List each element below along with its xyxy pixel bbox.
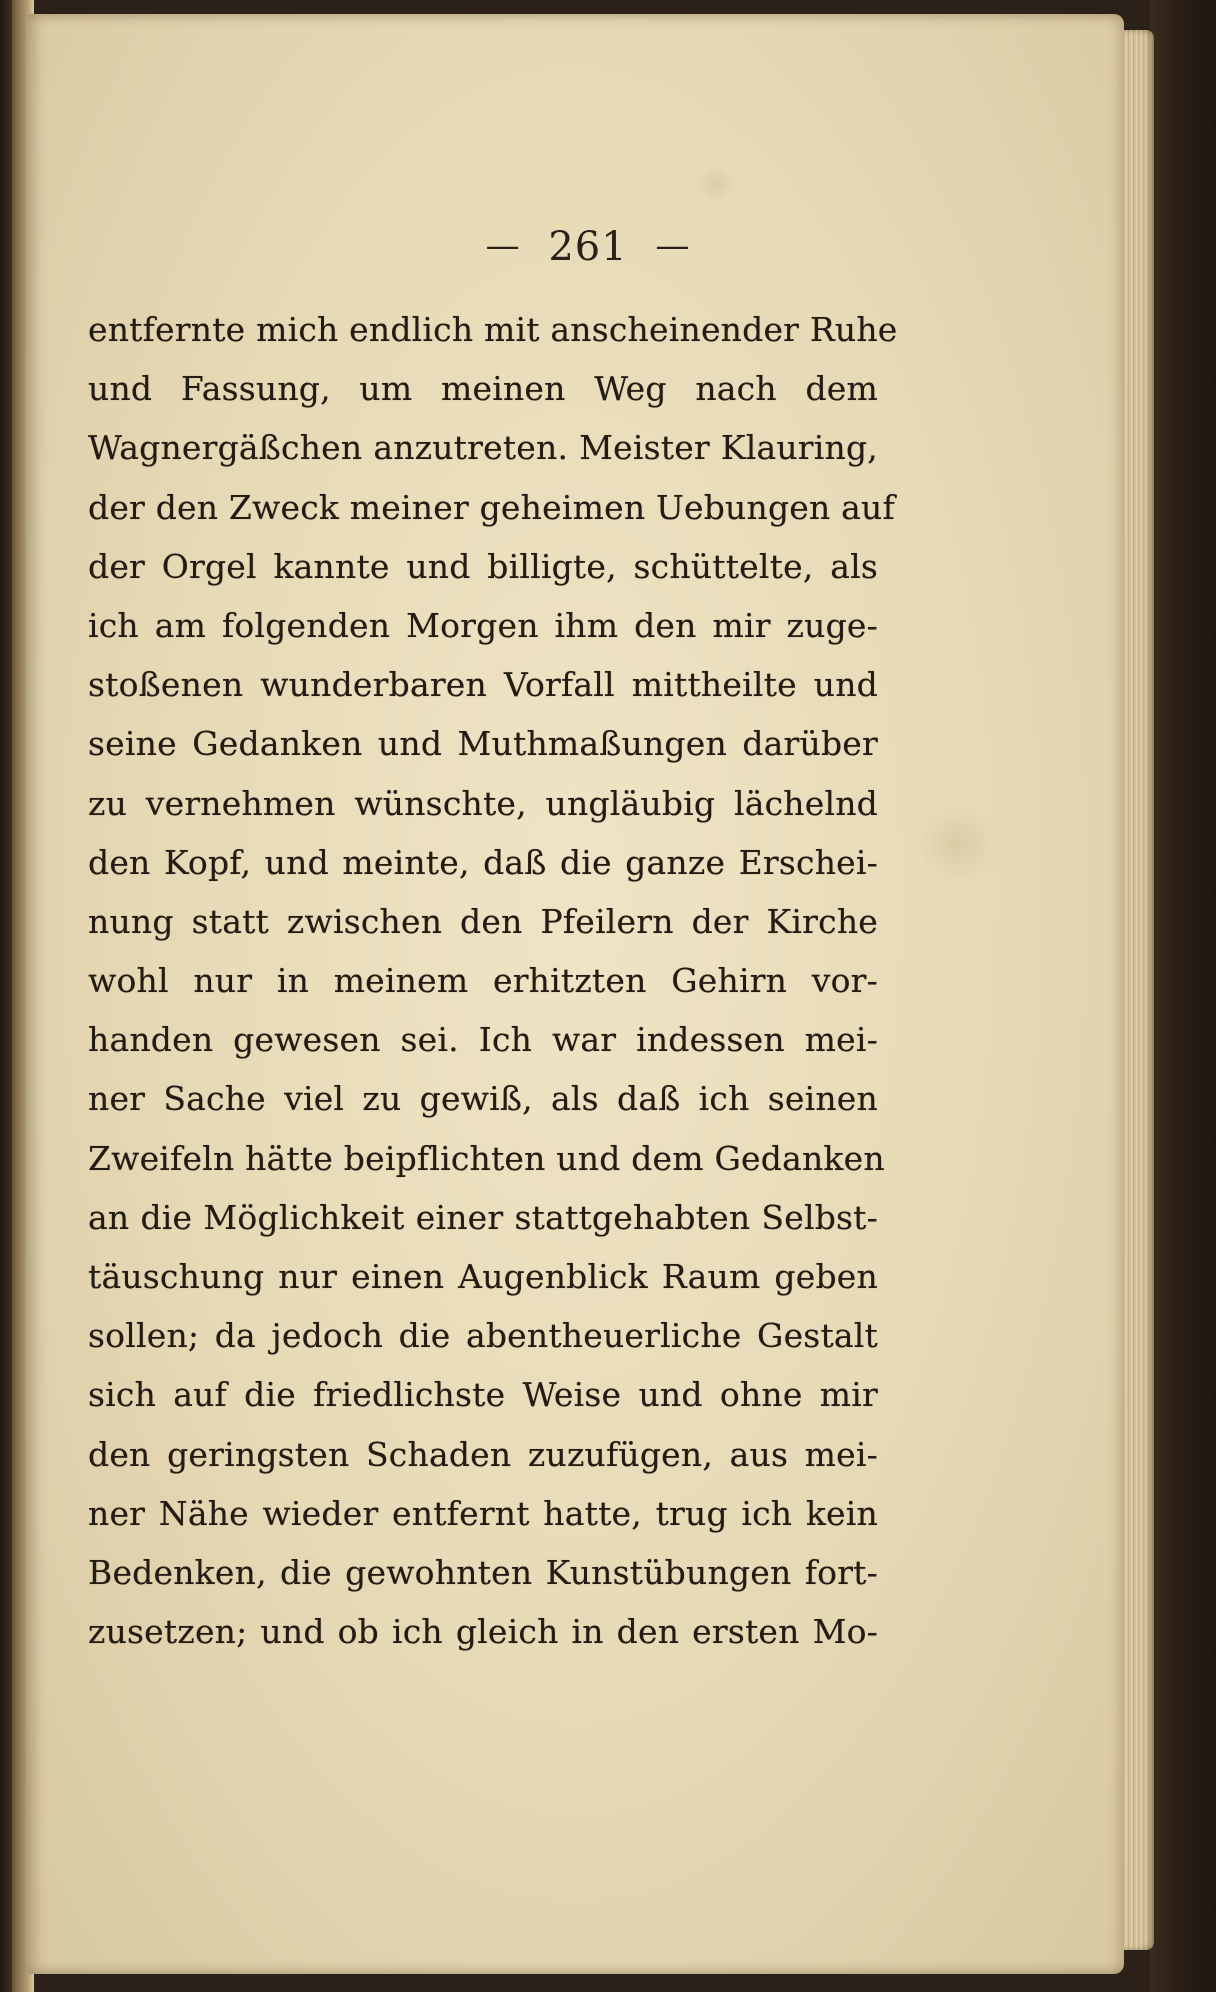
text-line: an die Möglichkeit einer stattgehabten Selbst-	[88, 1197, 878, 1237]
text-line: handen gewesen sei. Ich war indessen mei-	[88, 1020, 878, 1060]
text-line: ich am folgenden Morgen ihm den mir zuge-	[88, 605, 878, 645]
body-text	[88, 300, 898, 1661]
text-line: stoßenen wunderbaren Vorfall mittheilte und	[88, 665, 878, 705]
text-line: den Kopf, und meinte, daß die ganze Erschei-	[88, 842, 878, 882]
header-dash-right: —	[655, 226, 691, 266]
text-line: den geringsten Schaden zuzufügen, aus mei-	[88, 1434, 878, 1474]
right-cover-board	[1150, 0, 1216, 1992]
text-line: wohl nur in meinem erhitzten Gehirn vor-	[88, 961, 878, 1001]
text-line: sollen; da jedoch die abentheuerliche Gestalt	[88, 1316, 878, 1356]
text-line: der Orgel kannte und billigte, schüttelte, als	[88, 546, 878, 586]
page-number: 261	[548, 224, 628, 270]
text-line: sich auf die friedlichste Weise und ohne mir	[88, 1375, 878, 1415]
text-line: seine Gedanken und Muthmaßungen darüber	[88, 724, 878, 764]
text-line: zusetzen; und ob ich gleich in den ersten Mo-	[88, 1612, 878, 1652]
text-line: entfernte mich endlich mit anscheinender Ruhe	[88, 310, 898, 349]
text-line: Zweifeln hätte beipflichten und dem Gedanken	[88, 1138, 885, 1178]
text-line: nung statt zwischen den Pfeilern der Kirche	[88, 901, 878, 941]
text-line: Wagnergäßchen anzutreten. Meister Klauring,	[88, 428, 878, 468]
book-page	[26, 14, 1124, 1974]
text-line: der den Zweck meiner geheimen Uebungen auf	[88, 487, 895, 527]
text-line: täuschung nur einen Augenblick Raum geben	[88, 1257, 878, 1296]
text-line: und Fassung, um meinen Weg nach dem	[88, 369, 878, 409]
text-line: zu vernehmen wünschte, ungläubig lächelnd	[88, 783, 878, 823]
text-line: ner Sache viel zu gewiß, als daß ich seinen	[88, 1079, 878, 1119]
text-line: Bedenken, die gewohnten Kunstübungen fort-	[88, 1552, 878, 1592]
text-line: ner Nähe wieder entfernt hatte, trug ich kein	[88, 1493, 878, 1533]
page-header	[26, 224, 1150, 270]
header-dash-left: —	[485, 226, 521, 266]
